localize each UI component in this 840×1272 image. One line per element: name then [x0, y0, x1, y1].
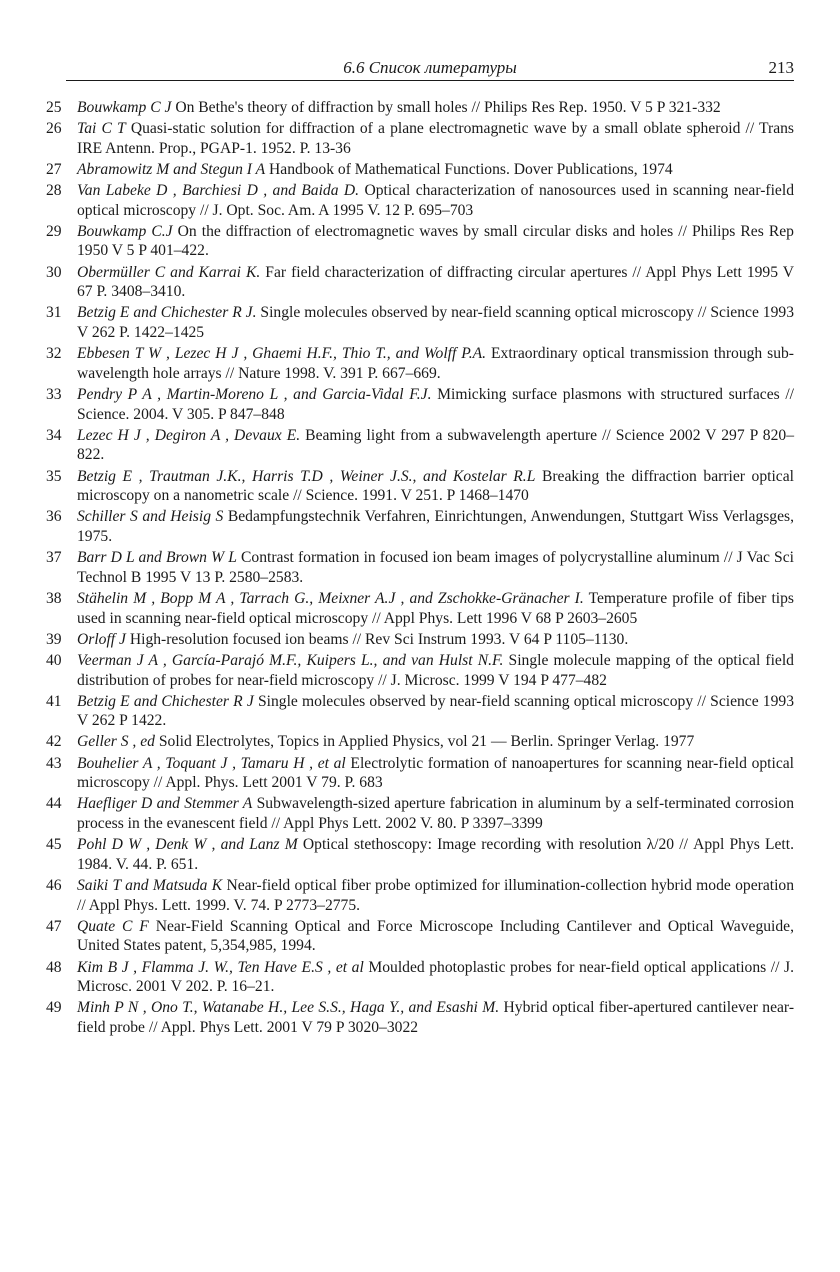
reference-number: 37 — [46, 549, 62, 567]
reference-text: Mimicking surface plasmons with structured surfaces // Science. 2004. V 305. P 847–848 — [77, 385, 794, 423]
page-number: 213 — [768, 58, 794, 77]
page-header — [66, 58, 794, 81]
reference-number: 42 — [46, 733, 62, 751]
reference-item — [0, 630, 840, 650]
reference-number: 32 — [46, 345, 62, 363]
reference-item — [0, 589, 840, 628]
reference-authors: Saiki T and Matsuda K — [77, 876, 223, 894]
reference-item — [0, 181, 840, 220]
reference-authors: Betzig E and Chichester R J. — [77, 304, 257, 322]
reference-text: Single molecule mapping of the optical field distribution of probes for near-field microscopy // J. Microsc. 1999 V 194 P 477–482 — [77, 651, 794, 689]
reference-item — [0, 426, 840, 465]
reference-number: 31 — [46, 304, 62, 322]
reference-item — [0, 385, 840, 424]
reference-number: 29 — [46, 222, 62, 240]
reference-item — [0, 119, 840, 158]
reference-number: 46 — [46, 876, 62, 894]
reference-item — [0, 303, 840, 342]
reference-authors: Lezec H J , Degiron A , Devaux E. — [77, 426, 301, 444]
reference-item — [0, 754, 840, 793]
reference-text: High-resolution focused ion beams // Rev Sci Instrum 1993. V 64 P 1105–1130. — [129, 630, 629, 648]
reference-number: 35 — [46, 467, 62, 485]
reference-authors: Betzig E , Trautman J.K., Harris T.D , Weiner J.S., and Kostelar R.L — [77, 467, 536, 485]
running-title: 6.6 Список литературы — [343, 58, 517, 77]
reference-item — [0, 548, 840, 587]
reference-number: 40 — [46, 651, 62, 669]
reference-item — [0, 917, 840, 956]
reference-text: Hybrid optical fiber-apertured cantilever near-field probe // Appl. Phys Lett. 2001 V 79 P 3020–3022 — [77, 999, 795, 1037]
reference-text: Temperature profile of fiber tips used in scanning near-field optical microscopy // Appl Phys. Lett 1996 V 68 P 2603–2605 — [77, 589, 794, 627]
reference-authors: Abramowitz M and Stegun I A — [77, 160, 266, 178]
reference-authors: Orloff J — [77, 630, 126, 648]
reference-item — [0, 835, 840, 874]
reference-authors: Ebbesen T W , Lezec H J , Ghaemi H.F., Thio T., and Wolff P.A. — [77, 345, 487, 363]
reference-number: 27 — [46, 160, 62, 178]
reference-item — [0, 98, 840, 118]
reference-item — [0, 263, 840, 302]
reference-text: Moulded photoplastic probes for near-field optical applications // J. Microsc. 2001 V 202. P. 16–21. — [77, 958, 794, 996]
reference-text: Breaking the diffraction barrier optical microscopy on a nanometric scale // Science. 1991. V 251. P 1468–1470 — [77, 467, 794, 505]
reference-authors: Betzig E and Chichester R J — [77, 692, 254, 710]
reference-item — [0, 876, 840, 915]
reference-item — [0, 732, 840, 752]
reference-number: 44 — [46, 795, 62, 813]
reference-text: Solid Electrolytes, Topics in Applied Physics, vol 21 — Berlin. Springer Verlag. 1977 — [158, 733, 695, 751]
reference-text: Bedampfungstechnik Verfahren, Einrichtungen, Anwendungen, Stuttgart Wiss Verlagsges, 1975. — [77, 508, 794, 546]
reference-authors: Schiller S and Heisig S — [77, 508, 224, 526]
reference-item — [0, 344, 840, 383]
reference-item — [0, 467, 840, 506]
reference-item — [0, 794, 840, 833]
reference-item — [0, 507, 840, 546]
reference-text: Single molecules observed by near-field scanning optical microscopy // Science 1993 V 262 P 1422. — [77, 692, 794, 730]
reference-number: 36 — [46, 508, 62, 526]
reference-text: Optical stethoscopy: Image recording with resolution λ/20 // Appl Phys Lett. 1984. V. 44. P. 651. — [77, 836, 794, 873]
reference-list — [0, 98, 840, 1039]
reference-authors: Bouwkamp C.J — [77, 222, 173, 240]
reference-authors: Kim B J , Flamma J. W., Ten Have E.S , et al — [77, 958, 364, 976]
reference-number: 47 — [46, 917, 62, 935]
reference-number: 33 — [46, 385, 62, 403]
reference-text: On the diffraction of electromagnetic waves by small circular disks and holes // Philips Res Rep 1950 V 5 P 401–422. — [77, 222, 794, 260]
reference-authors: Obermüller C and Karrai K. — [77, 263, 261, 281]
reference-authors: Haefliger D and Stemmer A — [77, 795, 253, 813]
reference-item — [0, 692, 840, 731]
reference-authors: Geller S , ed — [77, 733, 155, 751]
reference-text: Contrast formation in focused ion beam images of polycrystalline aluminum // J Vac Sci Technol B 1995 V 13 P. 2580–2583. — [77, 549, 794, 586]
reference-authors: Barr D L and Brown W L — [77, 549, 237, 567]
reference-text: Handbook of Mathematical Functions. Dover Publications, 1974 — [269, 160, 673, 178]
reference-number: 43 — [46, 754, 62, 772]
reference-authors: Pendry P A , Martin-Moreno L , and Garcia-Vidal F.J. — [77, 385, 432, 403]
reference-number: 30 — [46, 263, 62, 281]
reference-text: Single molecules observed by near-field scanning optical microscopy // Science 1993 V 262 P. 1422–1425 — [77, 304, 794, 342]
reference-number: 41 — [46, 692, 62, 710]
reference-authors: Pohl D W , Denk W , and Lanz M — [77, 836, 298, 854]
reference-item — [0, 998, 840, 1037]
reference-number: 28 — [46, 181, 62, 199]
reference-item — [0, 958, 840, 997]
reference-authors: Quate C F — [77, 917, 149, 935]
reference-number: 45 — [46, 836, 62, 854]
reference-item — [0, 160, 840, 180]
reference-number: 25 — [46, 99, 62, 116]
reference-text: Near-field optical fiber probe optimized for illumination-collection hybrid mode operation // Appl Phys. Lett. 1999. V. 74. P 2773–2775. — [77, 876, 794, 914]
reference-number: 34 — [46, 426, 62, 444]
reference-item — [0, 651, 840, 690]
reference-authors: Stähelin M , Bopp M A , Tarrach G., Meixner A.J , and Zschokke-Gränacher I. — [77, 589, 584, 607]
reference-authors: Bouwkamp C J — [77, 99, 172, 116]
reference-authors: Bouhelier A , Toquant J , Tamaru H , et al — [77, 754, 346, 772]
reference-text: Subwavelength-sized aperture fabrication in aluminum by a self-terminated corrosion process in the evanescent field // Appl Phys Lett. 2002 V. 80. P 3397–3399 — [77, 795, 794, 833]
reference-number: 48 — [46, 958, 62, 976]
reference-text: Near-Field Scanning Optical and Force Microscope Including Cantilever and Optical Waveguide, United States patent, 5,354,985, 1994. — [77, 917, 794, 955]
reference-item — [0, 222, 840, 261]
reference-number: 49 — [46, 999, 62, 1017]
reference-text: Extraordinary optical transmission through sub-wavelength hole arrays // Nature 1998. V. 391 P. 667–669. — [77, 345, 794, 382]
reference-text: Quasi-static solution for diffraction of a plane electromagnetic wave by a small oblate spheroid // Trans IRE Antenn. Prop., PGAP-1. 1952. P. 13-36 — [77, 120, 794, 157]
reference-number: 26 — [46, 120, 62, 138]
reference-text: Beaming light from a subwavelength aperture // Science 2002 V 297 P 820–822. — [77, 426, 794, 464]
reference-authors: Veerman J A , García-Parajó M.F., Kuipers L., and van Hulst N.F. — [77, 651, 504, 669]
reference-number: 39 — [46, 630, 62, 648]
reference-number: 38 — [46, 589, 62, 607]
reference-authors: Tai C T — [77, 120, 126, 138]
reference-authors: Minh P N , Ono T., Watanabe H., Lee S.S., Haga Y., and Esashi M. — [77, 999, 500, 1017]
reference-text: Far field characterization of diffracting circular apertures // Appl Phys Lett 1995 V 67 P. 3408–3410. — [77, 263, 794, 301]
reference-authors: Van Labeke D , Barchiesi D , and Baida D. — [77, 181, 360, 199]
reference-text: On Bethe's theory of diffraction by small holes // Philips Res Rep. 1950. V 5 P 321-332 — [175, 99, 721, 116]
reference-text: Optical characterization of nanosources used in scanning near-field optical microscopy // J. Opt. Soc. Am. A 1995 V. 12 P. 695–703 — [77, 181, 794, 219]
reference-text: Electrolytic formation of nanoapertures for scanning near-field optical microscopy // Appl. Phys. Lett 2001 V 79. P. 683 — [77, 754, 794, 792]
